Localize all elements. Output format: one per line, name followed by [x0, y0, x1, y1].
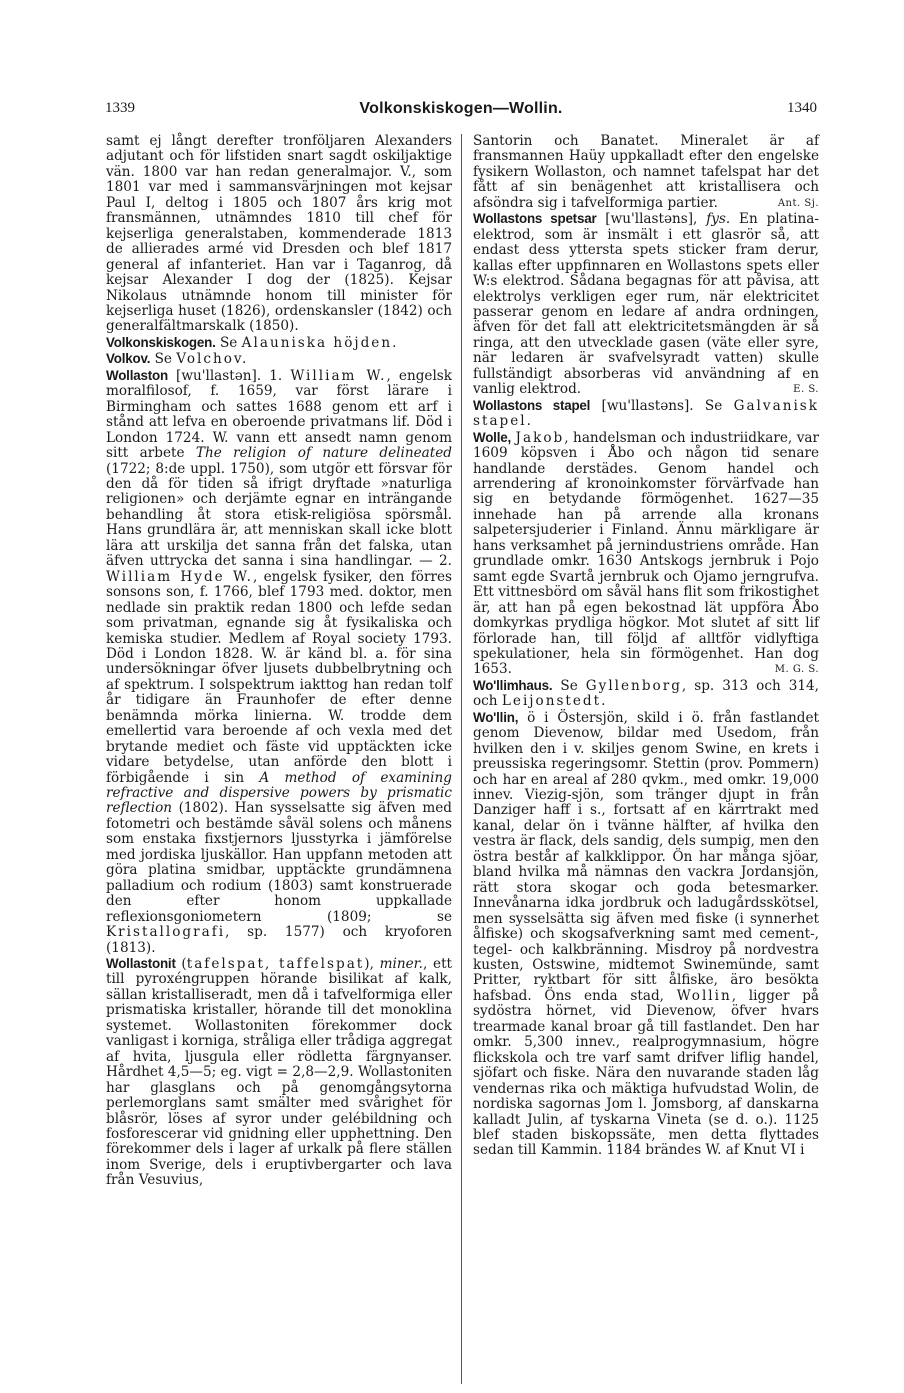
- place-name: Wollin: [676, 987, 732, 1004]
- person-name: Jakob: [515, 429, 565, 446]
- headword: Wo'llin,: [473, 709, 519, 725]
- entry-wollastons-stapel: Wollastons stapel [wu'llastəns]. Se Galvanisk stapel.: [473, 397, 820, 430]
- cross-reference: Kristallografi: [106, 924, 226, 941]
- continued-entry-wollastonit: Santorin och Banatet. Mineralet är af fransmannen Haüy uppkalladt efter den engelske fysikern Wollaston, och namnet tafelspat har det fått af sin benägenhet att kristallisera och afsöndra sig i tafvelformiga partier. Ant. Sj.: [473, 133, 819, 211]
- page-number-right: 1340: [787, 100, 817, 116]
- headword: Volkov.: [106, 351, 151, 367]
- entry-wollin: Wo'llin, ö i Östersjön, skild i ö. från fastlandet genom Dievenow, bildar med Usedom, från hvilken den i v. skiljes genom Swine, en krets i preussiska regeringsomr. Stettin (prov. Pommern) och har en areal af 280 qvkm., med omkr. 19,000 innev. Viezig-sjön, som tränger djupt in från Danziger haff i s., fortsatt af en kärrtrakt med kanal, delar ön i tvänne hälfter, af hvilka den vestra är flack, dels sandig, dels sumpig, men den östra består af kalkklippor. Ön har många sjöar, bland hvilka må nämnas den vackra Jordansjön, rätt stora skogar och goda betesmarker. Innevånarna idka jordbruk och ladugårdsskötsel, men sysselsätta sig äfven med fiske (i synnerhet ålfiske) och skogsafverkning samt med cement-, tegel- och kalkbränning. Misdroy på nordvestra kusten, Ostswine, midtemot Swinemünde, samt Pritter, ryktbart för sitt ålfiske, äro besökta hafsbad. Öns enda stad, Wollin, ligger på sydöstra hörnet, vid Dievenow, öfver hvars trearmade kanal broar gå till fastlandet. Den har omkr. 5,300 innev., realprogymnasium, högre flickskola och tre varf samt drifver liflig handel, sjöfart och fiske. Nära den nuvarande staden låg vendernas rika och mäktiga hufvudstad Wolin, de nordiska sagornas Jom l. Jomsborg, af danskarna kalladt Julin, af tyskarna Vineta (se d. o.). 1125 blef staden biskopssäte, men detta flyttades sedan till Kammin. 1184 brändes W. af Knut VI i: [473, 709, 819, 1159]
- entry-wolle: Wolle, Jakob, handelsman och industriidkare, var 1609 köpsven i Åbo och någon tid senare handlande derstädes. Genom handel och arrendering af kronoinkomster förvärfvade han sig en betydande förmögenhet. 1627—35 innehade han på arrende alla kronans salpetersjuderier i Finland. Ännu märkligare är hans verksamhet på jernindustriens område. Han grundlade omkr. 1630 Antskogs jernbruk i Pojo samt egde Svartå jernbruk och Ojamo jerngrufva. Ett vittnesbörd om såväl hans flit som frikostighet är, att han på egen bekostnad lät uppföra Åbo domkyrkas prydliga högkor. Mot slutet af sitt lif förlorade han, till följd af alltför vidlyftiga spekulationer, hela sin förmögenhet. Han dog 1653. M. G. S.: [473, 429, 819, 678]
- cross-reference: Leijonstedt: [501, 693, 602, 710]
- entry-volkonskiskogen: Volkonskiskogen. Se Alauniska höjden.: [106, 334, 399, 351]
- headword: Volkonskiskogen.: [106, 334, 216, 350]
- entry-wollastons-spetsar: Wollastons spetsar [wu'llastəns], fys. En platina-elektrod, som är insmält i ett glasrör så, att endast dess yttersta spets sticker fram derur, kallas efter uppfinnaren en Wollastons spets eller W:s elektrod. Sådana begagnas för att påvisa, att elektrolys verkligen eger rum, när elektricitet passerar genom en ledare af andra ordningen, äfven för det fall att elektricitetsmängden är så ringa, att den utvecklade gasen (väte eller syre, när ledaren är svafvelsyradt vatten) skulle fullständigt absorberas vid användning af en vanlig elektrod. E. S.: [473, 211, 819, 398]
- work-title: A method of examining refractive and dispersive powers by prismatic reflection: [106, 769, 452, 817]
- page-number-left: 1339: [105, 100, 135, 116]
- subject-category: miner.: [379, 956, 423, 973]
- synonyms: tafelspat, taffelspat: [186, 956, 365, 973]
- cross-reference: Alauniska höjden.: [241, 334, 399, 351]
- column-divider: [461, 134, 462, 1384]
- entry-wollastonit: Wollastonit (tafelspat, taffelspat), miner., ett till pyroxéngruppen hörande bisilikat af kalk, sällan kristalliseradt, men då i tafvelformiga eller prismatiska kristaller, hörande till det monoklina systemet. Wollastoniten förekommer dock vanligast i korniga, stråliga eller trådiga aggregat af hvita, ljusgula eller rödletta färgnyanser. Hårdhet 4,5—5; eg. vigt = 2,8—2,9. Wollastoniten har glasglans och på genomgångsytorna perlemorglans samt smälter med svårighet för blåsrör, löses af syror under gelébildning och fosforescerar vid gnidning eller upphettning. Den förekommer dels i lager af urkalk på flere ställen inom Sverige, dels i eruptivbergarter och lava från Vesuvius,: [106, 956, 452, 1189]
- entry-wollimhaus: Wo'llimhaus. Se Gyllenborg, sp. 313 och 314, och Leijonstedt.: [473, 677, 820, 710]
- headword: Wollastons stapel: [473, 397, 591, 413]
- author-signature: M. G. S.: [774, 664, 819, 676]
- author-signature: Ant. Sj.: [777, 197, 819, 209]
- right-column: [473, 134, 819, 1159]
- running-title: Volkonskiskogen—Wollin.: [359, 100, 563, 117]
- entry-wollaston: Wollaston [wu'llastən]. 1. William W., engelsk moralfilosof, f. 1659, var först lärare i Birmingham och sattes 1688 genom ett arf i stånd att lefva en oberoende privatmans lif. Död i London 1724. W. vann ett ansedt namn genom sitt arbete The religion of nature delineated (1722; 8:de uppl. 1750), som utgör ett försvar för den då för tiden så ifrigt dryftade »naturliga religionen» och derjämte egnar en inträngande behandling åt stora etisk-religiösa spörsmål. Hans grundlära är, att menniskan skall icke blott lära att urskilja det sanna från det falska, utan äfven uttrycka det sanna i sina handlingar. — 2. William Hyde W., engelsk fysiker, den förres sonsons son, f. 1766, blef 1793 med. doktor, men nedlade sin praktik redan 1800 och lefde sedan som privatman, egnande sig åt fysikaliska och kemiska studier. Medlem af Royal society 1793. Död i London 1828. W. är känd bl. a. för sina undersökningar öfver ljusets dubbelbrytning och af spektrum. I solspektrum iakttog han redan tolf år tidigare än Fraunhofer de efter denne benämnda mörka linierna. W. trodde dem emellertid vara beroende af och vexla med det brytande mediet och fäste vid upptäckten icke vidare betydelse, utan anförde den blott i förbigående i sin A method of examining refractive and dispersive powers by prismatic reflection (1802). Han sysselsatte sig äfven med fotometri och bestämde såväl solens och månens som enstaka fixstjernors ljusstyrka i jämförelse med jordiska ljuskällor. Han uppfann metoden att göra platina smidbar, upptäckte grundämnena palladium och rodium (1803) samt konstruerade den efter honom uppkallade reflexionsgoniometern (1809; se Kristallografi, sp. 1577) och kryoforen (1813).: [106, 367, 453, 956]
- author-signature: E. S.: [793, 384, 819, 396]
- page-header: [105, 100, 817, 124]
- headword: Wollaston: [106, 367, 168, 383]
- cross-reference: Volchov.: [176, 351, 249, 368]
- left-column: [106, 134, 452, 1189]
- headword: Wolle,: [473, 429, 511, 445]
- cross-reference: Gyllenborg: [585, 677, 682, 694]
- continued-entry-volkonskij: samt ej långt derefter tronföljaren Alexanders adjutant och för lifstiden snart sagdt oskiljaktige vän. 1800 var han redan generalmajor. V., som 1801 var med i sammansvärjningen mot kejsar Paul I, deltog i 1805 och 1807 års krig mot fransmännen, utnämndes 1810 till chef för kejserliga generalstaben, kommenderade 1813 de allierades armé vid Dresden och blef 1817 general af infanteriet. Han var i Taganrog, då kejsar Alexander I dog der (1825). Kejsar Nikolaus utnämnde honom till minister för kejserliga huset (1826), ordenskansler (1842) och generalfältmarskalk (1850).: [106, 133, 452, 335]
- headword: Wollastons spetsar: [473, 211, 597, 227]
- headword: Wollastonit: [106, 956, 176, 972]
- person-name: William Hyde W.: [106, 568, 253, 585]
- subject-category: fys.: [706, 211, 731, 228]
- work-title: The religion of nature delineated: [195, 445, 452, 462]
- person-name: William W.: [290, 367, 387, 384]
- cross-reference: Galvanisk stapel: [473, 397, 820, 430]
- headword: Wo'llimhaus.: [473, 677, 553, 693]
- entry-volkov: Volkov. Se Volchov.: [106, 351, 249, 368]
